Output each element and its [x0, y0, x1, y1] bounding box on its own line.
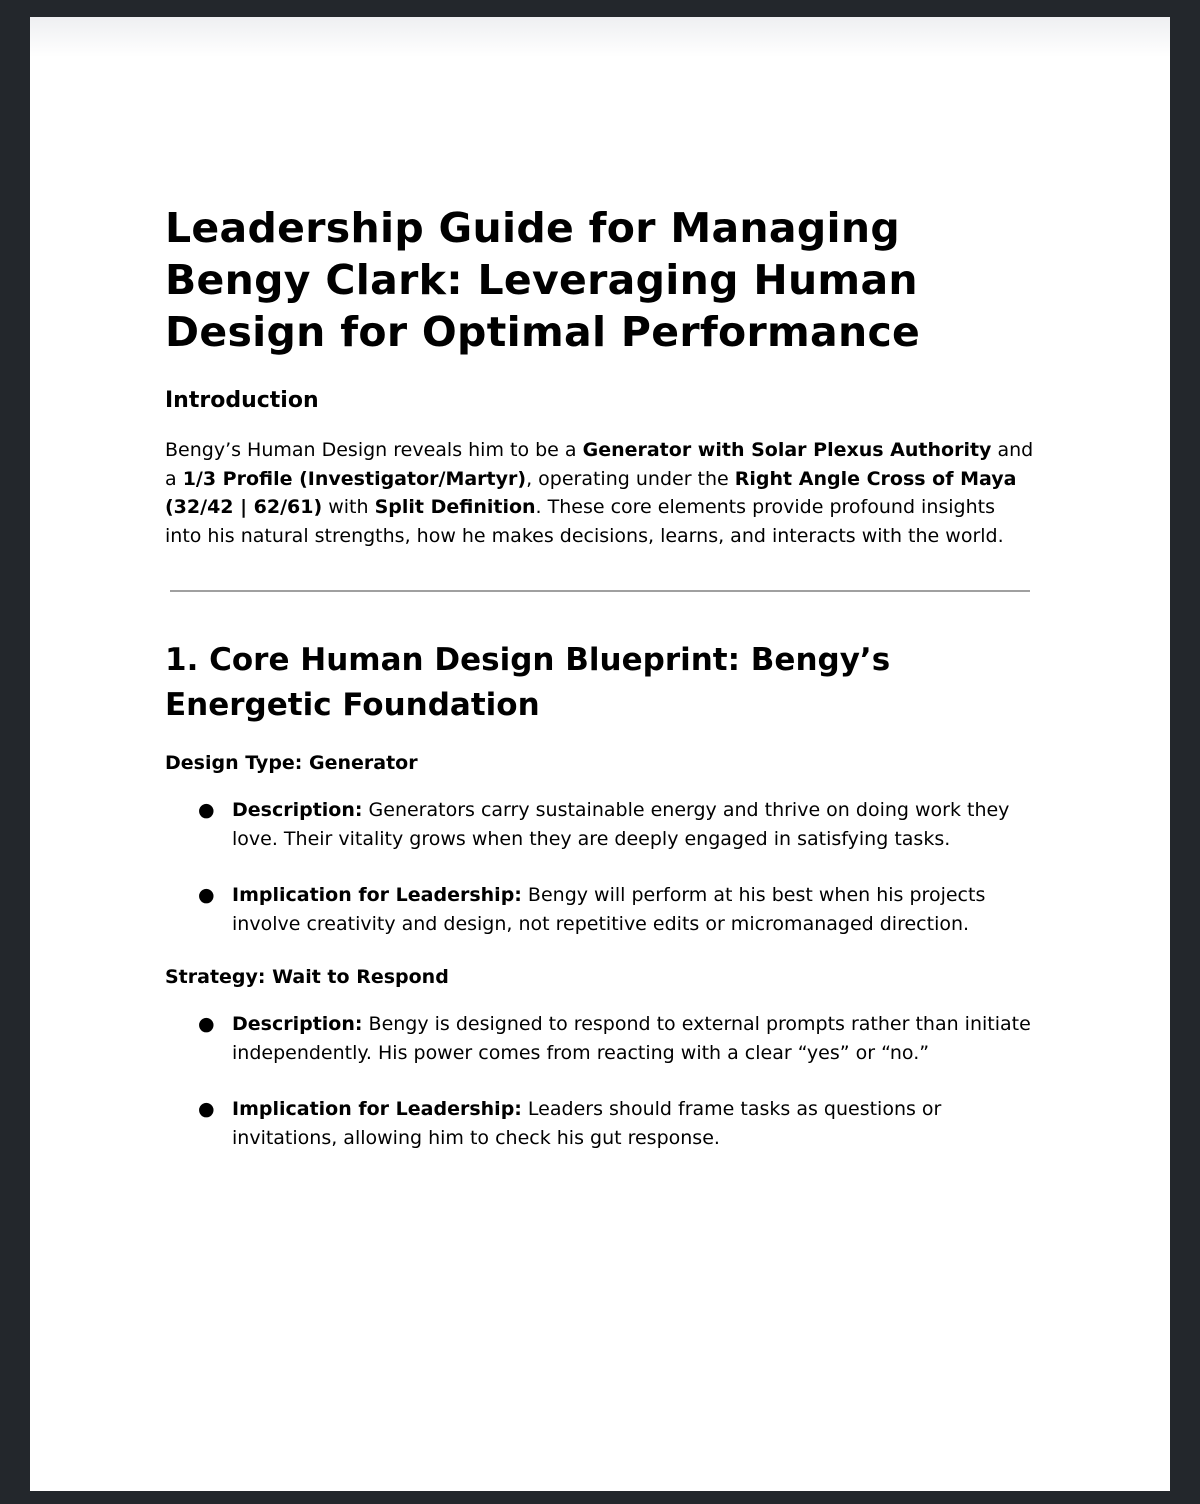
divider — [170, 590, 1030, 592]
document-page — [30, 17, 1170, 1491]
bullet-icon: ● — [198, 1013, 215, 1035]
item-text: Bengy will perform at his best when his projects involve creativity and design, not repetitive edits or micromanaged direction. — [232, 884, 986, 935]
intro-paragraph — [165, 436, 1035, 550]
item-text: Bengy is designed to respond to external prompts rather than initiate independently. His power comes from reacting with a clear “yes” or “no.” — [232, 1013, 1031, 1064]
document-title: Leadership Guide for Managing Bengy Clark: Leveraging Human Design for Optimal Performance — [165, 204, 921, 356]
subsection-heading: Design Type: Generator — [165, 752, 418, 774]
bullet-icon: ● — [198, 1098, 215, 1120]
list-item — [165, 1095, 1035, 1152]
bold-text: 1/3 Profile (Investigator/Martyr) — [182, 467, 527, 490]
text: , operating under the — [526, 467, 735, 490]
item-text: Leaders should frame tasks as questions or invitations, allowing him to check his gut response. — [232, 1098, 942, 1149]
bullet-list — [165, 796, 1035, 938]
item-text: Generators carry sustainable energy and thrive on doing work they love. Their vitality grows when they are deeply engaged in satisfying tasks. — [232, 799, 1010, 850]
section-heading: 1. Core Human Design Blueprint: Bengy’s Energetic Foundation — [165, 642, 891, 723]
item-label: Implication for Leadership: — [232, 1098, 522, 1120]
bold-text: Generator with Solar Plexus Authority — [582, 439, 992, 461]
text: with — [322, 496, 375, 518]
bullet-icon: ● — [198, 799, 215, 821]
bold-text: Right Angle Cross of Maya (32/42 | 62/61) — [165, 467, 1017, 518]
item-label: Implication for Leadership: — [232, 884, 522, 906]
bullet-list — [165, 1010, 1035, 1152]
list-item — [165, 1010, 1035, 1067]
subsection-heading: Strategy: Wait to Respond — [165, 966, 449, 988]
list-item — [165, 881, 1035, 938]
list-item — [165, 796, 1035, 853]
bold-text: Split Definition — [374, 496, 536, 518]
intro-heading: Introduction — [165, 388, 319, 413]
text: Bengy’s Human Design reveals him to be a — [165, 439, 583, 461]
bullet-icon: ● — [198, 884, 215, 906]
item-label: Description: — [232, 799, 363, 821]
text: . These core elements provide profound insights into his natural strengths, how he makes decisions, learns, and interacts with the world. — [165, 496, 1004, 547]
item-label: Description: — [232, 1013, 363, 1035]
text: and a — [165, 439, 1034, 490]
document-content — [165, 202, 1035, 1180]
